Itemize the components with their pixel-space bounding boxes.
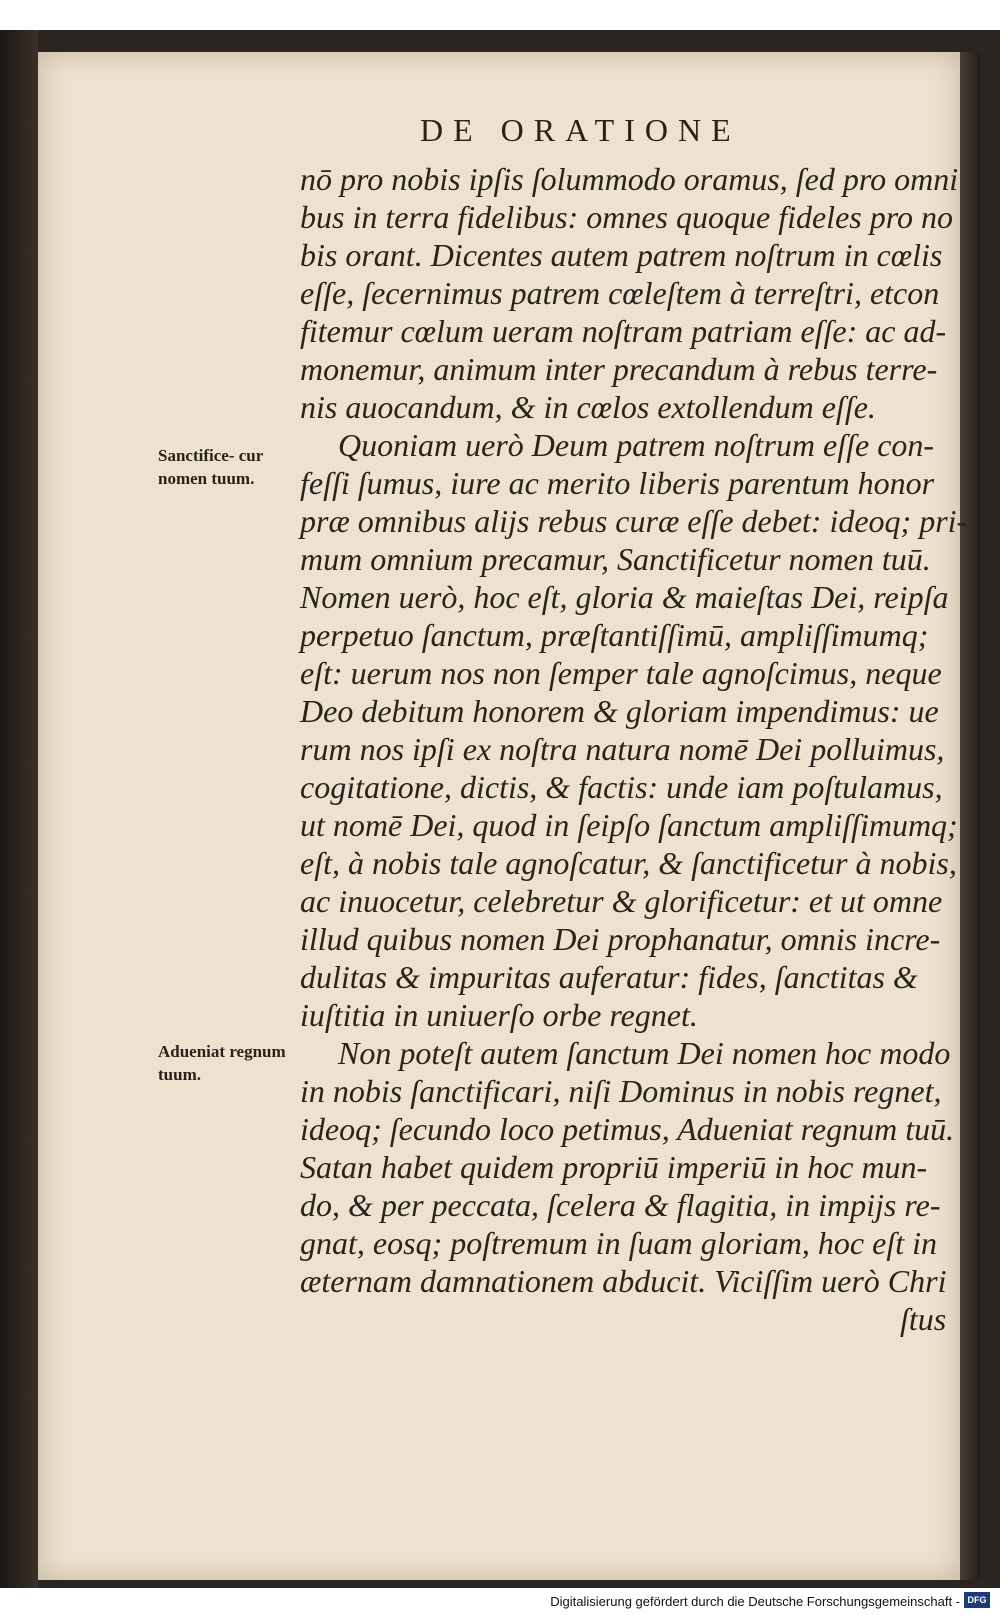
footer-credit: Digitalisierung gefördert durch die Deutsche Forschungsgemeinschaft - [550, 1594, 960, 1609]
text-line: illud quibus nomen Dei prophanatur, omnis incre- [300, 921, 941, 957]
text-line: ideoq; ſecundo loco petimus, Adueniat regnum tuū. [300, 1111, 955, 1147]
text-line: æternam damnationem abducit. Viciſſim uerò Chri [300, 1263, 947, 1299]
text-line: eſt, à nobis tale agnoſcatur, & ſanctificetur à nobis, [300, 845, 957, 881]
text-line: ac inuocetur, celebretur & glorificetur: et ut omne [300, 883, 943, 919]
text-line: iuſtitia in uniuerſo orbe regnet. [300, 997, 698, 1033]
text-line: præ omnibus alijs rebus curæ eſſe debet: ideoq; pri- [300, 503, 968, 539]
text-line: nō pro nobis ipſis ſolummodo oramus, ſed pro omni [300, 161, 959, 197]
text-line: feſſi ſumus, iure ac merito liberis parentum honor [300, 465, 935, 501]
text-line: eſſe, ſecernimus patrem cœleſtem à terreſtri, etcon [300, 275, 940, 311]
text-line: cogitatione, dictis, & factis: unde iam poſtulamus, [300, 769, 943, 805]
text-line: perpetuo ſanctum, præſtantiſſimū, ampliſſimumq; [300, 617, 929, 653]
dfg-logo-icon: DFG [964, 1592, 990, 1608]
text-line: Deo debitum honorem & gloriam impendimus: ue [300, 693, 939, 729]
text-line: in nobis ſanctificari, niſi Dominus in nobis regnet, [300, 1073, 942, 1109]
text-line: mum omnium precamur, Sanctificetur nomen tuū. [300, 541, 931, 577]
viewer-top-bar [0, 0, 1000, 30]
text-line: nis auocandum, & in cœlos extollendum eſſe. [300, 389, 876, 425]
text-line: gnat, eosq; poſtremum in ſuam gloriam, hoc eſt in [300, 1225, 937, 1261]
text-line: ut nomē Dei, quod in ſeipſo ſanctum ampliſſimumq; [300, 807, 958, 843]
text-line: Non poteſt autem ſanctum Dei nomen hoc modo [338, 1035, 951, 1071]
text-line: Nomen uerò, hoc eſt, gloria & maieſtas Dei, reipſa [300, 579, 949, 615]
text-line: bus in terra fidelibus: omnes quoque fideles pro no [300, 199, 953, 235]
text-line: Satan habet quidem propriū imperiū in hoc mun- [300, 1149, 928, 1185]
text-line: fitemur cœlum ueram noſtram patriam eſſe: ac ad- [300, 313, 947, 349]
text-line: rum nos ipſi ex noſtra natura nomē Dei polluimus, [300, 731, 945, 767]
book-gutter [0, 30, 38, 1588]
text-line: Quoniam uerò Deum patrem noſtrum eſſe con- [338, 427, 935, 463]
text-line: bis orant. Dicentes autem patrem noſtrum in cœlis [300, 237, 943, 273]
text-line: eſt: uerum nos non ſemper tale agnoſcimus, neque [300, 655, 942, 691]
margin-note-adueniat: Adueniat regnum tuum. [158, 1042, 286, 1084]
running-head: DE ORATIONE [420, 112, 741, 148]
text-line: dulitas & impuritas auferatur: fides, ſanctitas & [300, 959, 918, 995]
margin-note-sanctificetur: Sanctifice- cur nomen tuum. [158, 446, 263, 488]
text-line: monemur, animum inter precandum à rebus terre- [300, 351, 938, 387]
text-line: do, & per peccata, ſcelera & flagitia, in impijs re- [300, 1187, 941, 1223]
catchword: ſtus [900, 1301, 947, 1337]
